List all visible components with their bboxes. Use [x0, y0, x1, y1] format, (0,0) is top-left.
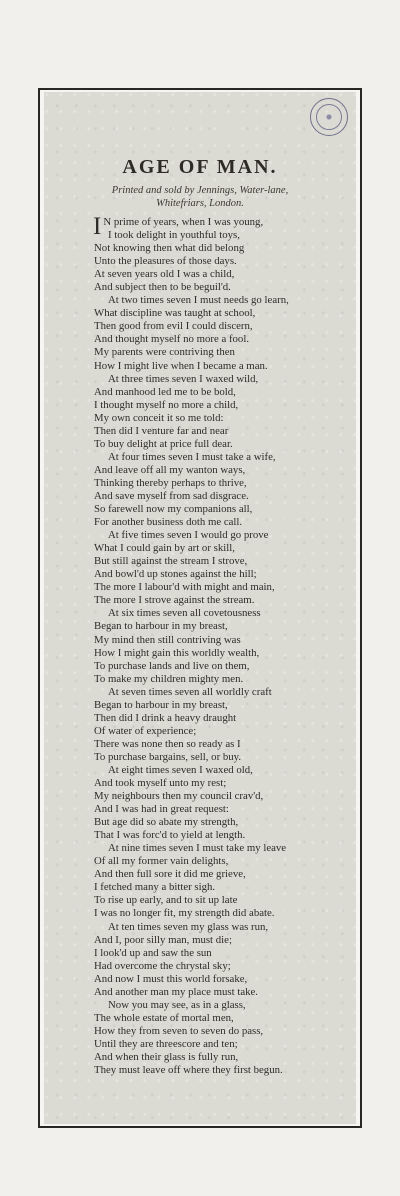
imprint-line: Printed and sold by Jennings, Water-lane,: [111, 185, 289, 196]
poem-line: I look'd up and saw the sun: [94, 946, 212, 959]
poem-line: And leave off all my wanton ways,: [94, 463, 246, 476]
poem-body: [93, 213, 289, 1077]
poem-line: And now I must this world forsake,: [94, 972, 248, 985]
poem-line: And bowl'd up stones against the hill;: [94, 568, 257, 581]
stamp-emblem-icon: [316, 104, 342, 130]
poem-line: How I might gain this worldly wealth,: [94, 646, 260, 659]
poem-line: My own conceit it so me told:: [94, 411, 224, 424]
poem-line: At seven times seven all worldly craft: [108, 685, 272, 698]
poem-line: The more I labour'd with might and main,: [94, 581, 275, 594]
drop-cap: I: [93, 213, 102, 240]
poem-line: I was no longer fit, my strength did abate.: [94, 907, 275, 920]
poem-line: At six times seven all covetousness: [108, 607, 261, 620]
poem-line: Then did I drink a heavy draught: [94, 711, 237, 724]
first-line-text: N prime of years, when I was young,: [103, 216, 264, 228]
poem-title: AGE OF MAN.: [122, 156, 278, 178]
library-stamp: [310, 98, 348, 136]
broadside-sheet: [44, 92, 356, 1124]
imprint: [44, 184, 356, 210]
poem-line: To purchase lands and live on them,: [94, 659, 250, 672]
poem-line: What discipline was taught at school,: [94, 307, 256, 320]
poem-line: The more I strove against the stream.: [94, 594, 255, 607]
poem-line: And thought myself no more a fool.: [94, 333, 250, 346]
poem-line: To make my children mighty men.: [94, 672, 244, 685]
poem-line: Until they are threescore and ten;: [94, 1037, 238, 1050]
poem-line: Of all my former vain delights,: [94, 855, 229, 868]
poem-line: That I was forc'd to yield at length.: [94, 829, 246, 842]
poem-line: But still against the stream I strove,: [94, 555, 248, 568]
poem-line: To rise up early, and to sit up late: [94, 894, 238, 907]
poem-line: Of water of experience;: [94, 724, 197, 737]
poem-line: Then did I venture far and near: [94, 424, 229, 437]
poem-line: And then full sore it did me grieve,: [94, 868, 246, 881]
poem-line: Thinking thereby perhaps to thrive,: [94, 476, 247, 489]
broadside-frame: [38, 88, 362, 1128]
poem-line: For another business doth me call.: [94, 516, 243, 529]
poem-line: What I could gain by art or skill,: [94, 542, 235, 555]
poem-line: At eight times seven I waxed old,: [108, 763, 253, 776]
poem-line: Began to harbour in my breast,: [94, 698, 228, 711]
poem-line: At ten times seven my glass was run,: [108, 920, 269, 933]
poem-line: They must leave off where they first begun.: [94, 1064, 283, 1077]
poem-line: To buy delight at price full dear.: [94, 437, 233, 450]
poem-line: Began to harbour in my breast,: [94, 620, 228, 633]
imprint-line: Whitefriars, London.: [156, 198, 244, 209]
poem-line: How they from seven to seven do pass,: [94, 1024, 264, 1037]
poem-line: I thought myself no more a child,: [94, 398, 239, 411]
poem-line: And I was had in great request:: [94, 803, 229, 816]
poem-line: Had overcome the chrystal sky;: [94, 959, 231, 972]
poem-line: How I might live when I became a man.: [94, 359, 268, 372]
poem-line: My neighbours then my council crav'd,: [94, 790, 264, 803]
poem-line: And took myself unto my rest;: [94, 777, 227, 790]
poem-line: At four times seven I must take a wife,: [108, 450, 276, 463]
poem-line: And manhood led me to be bold,: [94, 385, 236, 398]
poem-line: And I, poor silly man, must die;: [94, 933, 232, 946]
poem-line: At three times seven I waxed wild,: [108, 372, 259, 385]
poem-line: And another man my place must take.: [94, 985, 259, 998]
poem-line: I took delight in youthful toys,: [108, 229, 240, 242]
poem-line: My parents were contriving then: [94, 346, 235, 359]
poem-line: There was none then so ready as I: [94, 737, 241, 750]
poem-line: But age did so abate my strength,: [94, 816, 239, 829]
poem-line: The whole estate of mortal men,: [94, 1011, 234, 1024]
poem-line: And save myself from sad disgrace.: [94, 489, 249, 502]
poem-line: Not knowing then what did belong: [94, 242, 245, 255]
poem-line: My mind then still contriving was: [94, 633, 241, 646]
poem-line: And subject then to be beguil'd.: [94, 281, 231, 294]
poem-line: At seven years old I was a child,: [94, 268, 235, 281]
poem-line: So farewell now my companions all,: [94, 503, 253, 516]
poem-line: At nine times seven I must take my leave: [108, 842, 287, 855]
poem-line: Then good from evil I could discern,: [94, 320, 253, 333]
poem-line: Now you may see, as in a glass,: [108, 998, 246, 1011]
poem-line: At five times seven I would go prove: [108, 529, 269, 542]
poem-line: Unto the pleasures of those days.: [94, 255, 237, 268]
poem-line: To purchase bargains, sell, or buy.: [94, 750, 242, 763]
poem-line: I fetched many a bitter sigh.: [94, 881, 216, 894]
poem-line: At two times seven I must needs go learn,: [108, 294, 289, 307]
poem-line: And when their glass is fully run,: [94, 1051, 239, 1063]
